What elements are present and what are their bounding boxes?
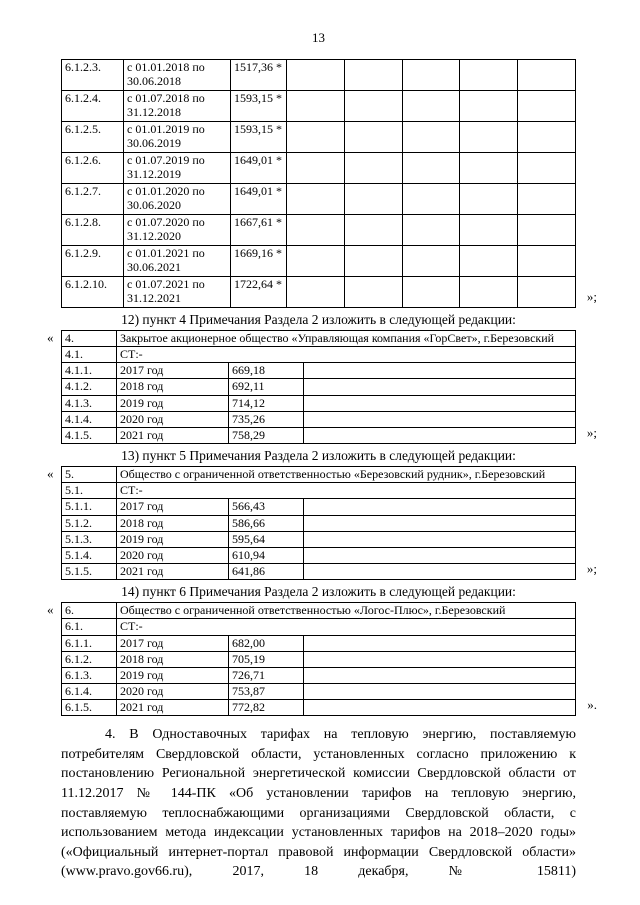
period-line-2: 30.06.2018 <box>127 74 181 89</box>
section-heading: 13) пункт 5 Примечания Раздела 2 изложить в следующей редакции: <box>121 448 516 464</box>
cell-empty <box>402 153 460 184</box>
cell-row-id: 4.1.2. <box>62 379 117 395</box>
cell-empty <box>304 499 576 515</box>
period-line-1: с 01.01.2019 по <box>127 122 205 136</box>
closing-quote-mark: »; <box>586 425 597 441</box>
cell-year: 2020 год <box>117 547 229 563</box>
cell-value: 772,82 <box>229 700 304 716</box>
cell-empty <box>304 363 576 379</box>
body-paragraph: 4. В Одноставочных тарифах на тепловую энергию, поставляемую потребителям Свердловской области, установленных согласно приложению к постановлению Региональной энергетической комиссии Свердловской области от 11.12.2017 № 144-ПК «Об установлении тарифов на тепловую энергию, поставляемую теплоснабжающими организациями Свердловской области, с использованием метода индексации установленных тарифов на 2018–2020 годы» («Официальный интернет-портал правовой информации Свердловской области» (www.pravo.gov66.ru), 2017, 18 декабря, № 15811) <box>61 727 576 880</box>
cell-value: 1593,15 * <box>231 122 287 153</box>
table-row <box>62 122 576 153</box>
period-line-2: 31.12.2021 <box>127 291 181 306</box>
cell-empty <box>518 246 576 277</box>
table-row <box>62 91 576 122</box>
cell-period <box>124 153 231 184</box>
cell-empty <box>287 122 345 153</box>
cell-row-id: 4.1.1. <box>62 363 117 379</box>
table-row <box>62 683 576 699</box>
continuation-table-wrap <box>61 59 597 308</box>
table-row <box>62 483 576 499</box>
cell-value: 586,66 <box>229 515 304 531</box>
cell-empty <box>287 215 345 246</box>
cell-empty <box>304 547 576 563</box>
period-line-2: 31.12.2020 <box>127 229 181 244</box>
closing-quote-mark: »; <box>586 561 597 577</box>
period-line-1: с 01.07.2018 по <box>127 91 205 105</box>
cell-year: 2021 год <box>117 700 229 716</box>
cell-sub-id: 4.1. <box>62 347 117 363</box>
table-row <box>62 331 576 347</box>
cell-value: 1669,16 * <box>231 246 287 277</box>
cell-value: 714,12 <box>229 395 304 411</box>
cell-period <box>124 91 231 122</box>
cell-value: 692,11 <box>229 379 304 395</box>
cell-empty <box>344 184 402 215</box>
table-row <box>62 60 576 91</box>
cell-empty <box>518 153 576 184</box>
table-row <box>62 603 576 619</box>
cell-period <box>124 277 231 308</box>
table-row <box>62 379 576 395</box>
cell-year: 2019 год <box>117 667 229 683</box>
cell-value: 610,94 <box>229 547 304 563</box>
cell-empty <box>304 515 576 531</box>
cell-value: 758,29 <box>229 427 304 443</box>
cell-year: 2017 год <box>117 499 229 515</box>
table-row <box>62 564 576 580</box>
opening-quote-mark: « <box>47 602 54 618</box>
cell-year: 2019 год <box>117 395 229 411</box>
cell-org-name: Общество с ограниченной ответственностью «Березовский рудник», г.Березовский <box>117 467 576 483</box>
section-heading: 14) пункт 6 Примечания Раздела 2 изложить в следующей редакции: <box>121 584 516 600</box>
cell-empty <box>344 277 402 308</box>
table-row <box>62 700 576 716</box>
cell-empty <box>518 277 576 308</box>
cell-value: 1649,01 * <box>231 184 287 215</box>
closing-quote-mark: ». <box>587 697 597 713</box>
table-row <box>62 635 576 651</box>
cell-row-id: 5.1.3. <box>62 531 117 547</box>
table-row <box>62 215 576 246</box>
cell-row-id: 4.1.4. <box>62 411 117 427</box>
cell-year: 2017 год <box>117 635 229 651</box>
table-row <box>62 184 576 215</box>
cell-org-name: Закрытое акционерное общество «Управляющая компания «ГорСвет», г.Березовский <box>117 331 576 347</box>
table-row <box>62 427 576 443</box>
table-row <box>62 667 576 683</box>
cell-row-id: 6.1.5. <box>62 700 117 716</box>
period-line-1: с 01.07.2020 по <box>127 215 205 229</box>
cell-empty <box>344 246 402 277</box>
period-line-1: с 01.07.2021 по <box>127 277 205 291</box>
cell-org-name: Общество с ограниченной ответственностью «Логос-Плюс», г.Березовский <box>117 603 576 619</box>
cell-value: 705,19 <box>229 651 304 667</box>
cell-empty <box>287 184 345 215</box>
cell-empty <box>304 411 576 427</box>
cell-year: 2018 год <box>117 379 229 395</box>
cell-row-id: 6.1.2. <box>62 651 117 667</box>
table-row <box>62 651 576 667</box>
cell-empty <box>518 184 576 215</box>
cell-empty <box>344 153 402 184</box>
cell-empty <box>402 184 460 215</box>
table-row <box>62 277 576 308</box>
cell-empty <box>304 379 576 395</box>
cell-period <box>124 122 231 153</box>
cell-period <box>124 184 231 215</box>
cell-value: 1722,64 * <box>231 277 287 308</box>
cell-year: 2020 год <box>117 411 229 427</box>
cell-value: 1649,01 * <box>231 153 287 184</box>
table-row <box>62 531 576 547</box>
cell-org-id: 6. <box>62 603 117 619</box>
cell-empty <box>402 277 460 308</box>
cell-empty <box>304 667 576 683</box>
cell-row-id: 6.1.2.6. <box>62 153 124 184</box>
table-row <box>62 467 576 483</box>
period-line-2: 31.12.2019 <box>127 167 181 182</box>
table-row <box>62 395 576 411</box>
cell-year: 2020 год <box>117 683 229 699</box>
cell-empty <box>518 122 576 153</box>
tariff-periods-table <box>61 59 576 308</box>
cell-empty <box>287 91 345 122</box>
table-row <box>62 347 576 363</box>
cell-row-id: 5.1.2. <box>62 515 117 531</box>
cell-sub-label: СТ:- <box>117 483 576 499</box>
cell-empty <box>518 91 576 122</box>
cell-empty <box>402 122 460 153</box>
cell-sub-label: СТ:- <box>117 347 576 363</box>
org-tariff-table <box>61 330 576 444</box>
org-tariff-table <box>61 466 576 580</box>
cell-empty <box>287 246 345 277</box>
table-row <box>62 619 576 635</box>
cell-sub-id: 6.1. <box>62 619 117 635</box>
cell-row-id: 6.1.2.10. <box>62 277 124 308</box>
cell-empty <box>304 564 576 580</box>
cell-empty <box>460 246 518 277</box>
cell-empty <box>402 91 460 122</box>
cell-value: 641,86 <box>229 564 304 580</box>
period-line-1: с 01.01.2021 по <box>127 246 205 260</box>
cell-row-id: 6.1.4. <box>62 683 117 699</box>
cell-value: 1517,36 * <box>231 60 287 91</box>
table-row <box>62 411 576 427</box>
cell-empty <box>460 122 518 153</box>
cell-row-id: 6.1.2.5. <box>62 122 124 153</box>
cell-empty <box>402 60 460 91</box>
cell-row-id: 6.1.1. <box>62 635 117 651</box>
cell-period <box>124 60 231 91</box>
cell-row-id: 6.1.2.9. <box>62 246 124 277</box>
cell-row-id: 6.1.2.4. <box>62 91 124 122</box>
cell-empty <box>304 683 576 699</box>
cell-empty <box>304 395 576 411</box>
cell-value: 682,00 <box>229 635 304 651</box>
table-row <box>62 515 576 531</box>
period-line-2: 30.06.2020 <box>127 198 181 213</box>
cell-row-id: 5.1.5. <box>62 564 117 580</box>
table-row <box>62 153 576 184</box>
cell-org-id: 5. <box>62 467 117 483</box>
cell-year: 2017 год <box>117 363 229 379</box>
cell-empty <box>344 91 402 122</box>
cell-value: 595,64 <box>229 531 304 547</box>
period-line-2: 31.12.2018 <box>127 105 181 120</box>
section-heading: 12) пункт 4 Примечания Раздела 2 изложить в следующей редакции: <box>121 312 516 327</box>
cell-empty <box>304 427 576 443</box>
cell-year: 2019 год <box>117 531 229 547</box>
cell-value: 1667,61 * <box>231 215 287 246</box>
cell-sub-label: СТ:- <box>117 619 576 635</box>
closing-quote-mark: »; <box>586 289 597 304</box>
table-row <box>62 363 576 379</box>
cell-row-id: 6.1.2.3. <box>62 60 124 91</box>
period-line-1: с 01.07.2019 по <box>127 153 205 167</box>
cell-value: 566,43 <box>229 499 304 515</box>
cell-empty <box>287 153 345 184</box>
section-table-wrap <box>47 602 597 716</box>
cell-empty <box>460 277 518 308</box>
cell-empty <box>460 153 518 184</box>
cell-value: 1593,15 * <box>231 91 287 122</box>
cell-empty <box>287 277 345 308</box>
cell-empty <box>402 246 460 277</box>
opening-quote-mark: « <box>47 330 54 345</box>
cell-sub-id: 5.1. <box>62 483 117 499</box>
cell-org-id: 4. <box>62 331 117 347</box>
table-row <box>62 499 576 515</box>
cell-period <box>124 215 231 246</box>
table-row <box>62 246 576 277</box>
table-row <box>62 547 576 563</box>
cell-value: 753,87 <box>229 683 304 699</box>
cell-empty <box>304 700 576 716</box>
cell-row-id: 6.1.2.7. <box>62 184 124 215</box>
cell-empty <box>287 60 345 91</box>
opening-quote-mark: « <box>47 466 54 482</box>
period-line-1: с 01.01.2020 по <box>127 184 205 198</box>
cell-row-id: 4.1.3. <box>62 395 117 411</box>
period-line-2: 30.06.2021 <box>127 260 181 275</box>
cell-empty <box>518 215 576 246</box>
cell-row-id: 6.1.3. <box>62 667 117 683</box>
cell-year: 2018 год <box>117 651 229 667</box>
cell-empty <box>518 60 576 91</box>
org-tariff-table <box>61 602 576 716</box>
cell-empty <box>344 122 402 153</box>
section-table-wrap <box>47 466 597 580</box>
cell-empty <box>304 531 576 547</box>
period-line-1: с 01.01.2018 по <box>127 60 205 74</box>
cell-row-id: 6.1.2.8. <box>62 215 124 246</box>
cell-value: 735,26 <box>229 411 304 427</box>
cell-year: 2021 год <box>117 564 229 580</box>
section-table-wrap <box>47 330 597 444</box>
cell-empty <box>460 60 518 91</box>
cell-empty <box>460 184 518 215</box>
page-number: 13 <box>312 30 325 45</box>
cell-row-id: 5.1.4. <box>62 547 117 563</box>
cell-year: 2018 год <box>117 515 229 531</box>
cell-row-id: 4.1.5. <box>62 427 117 443</box>
cell-period <box>124 246 231 277</box>
cell-value: 726,71 <box>229 667 304 683</box>
cell-value: 669,18 <box>229 363 304 379</box>
period-line-2: 30.06.2019 <box>127 136 181 151</box>
cell-row-id: 5.1.1. <box>62 499 117 515</box>
cell-empty <box>402 215 460 246</box>
cell-empty <box>344 215 402 246</box>
cell-empty <box>344 60 402 91</box>
cell-empty <box>460 215 518 246</box>
cell-empty <box>460 91 518 122</box>
cell-empty <box>304 635 576 651</box>
cell-year: 2021 год <box>117 427 229 443</box>
cell-empty <box>304 651 576 667</box>
